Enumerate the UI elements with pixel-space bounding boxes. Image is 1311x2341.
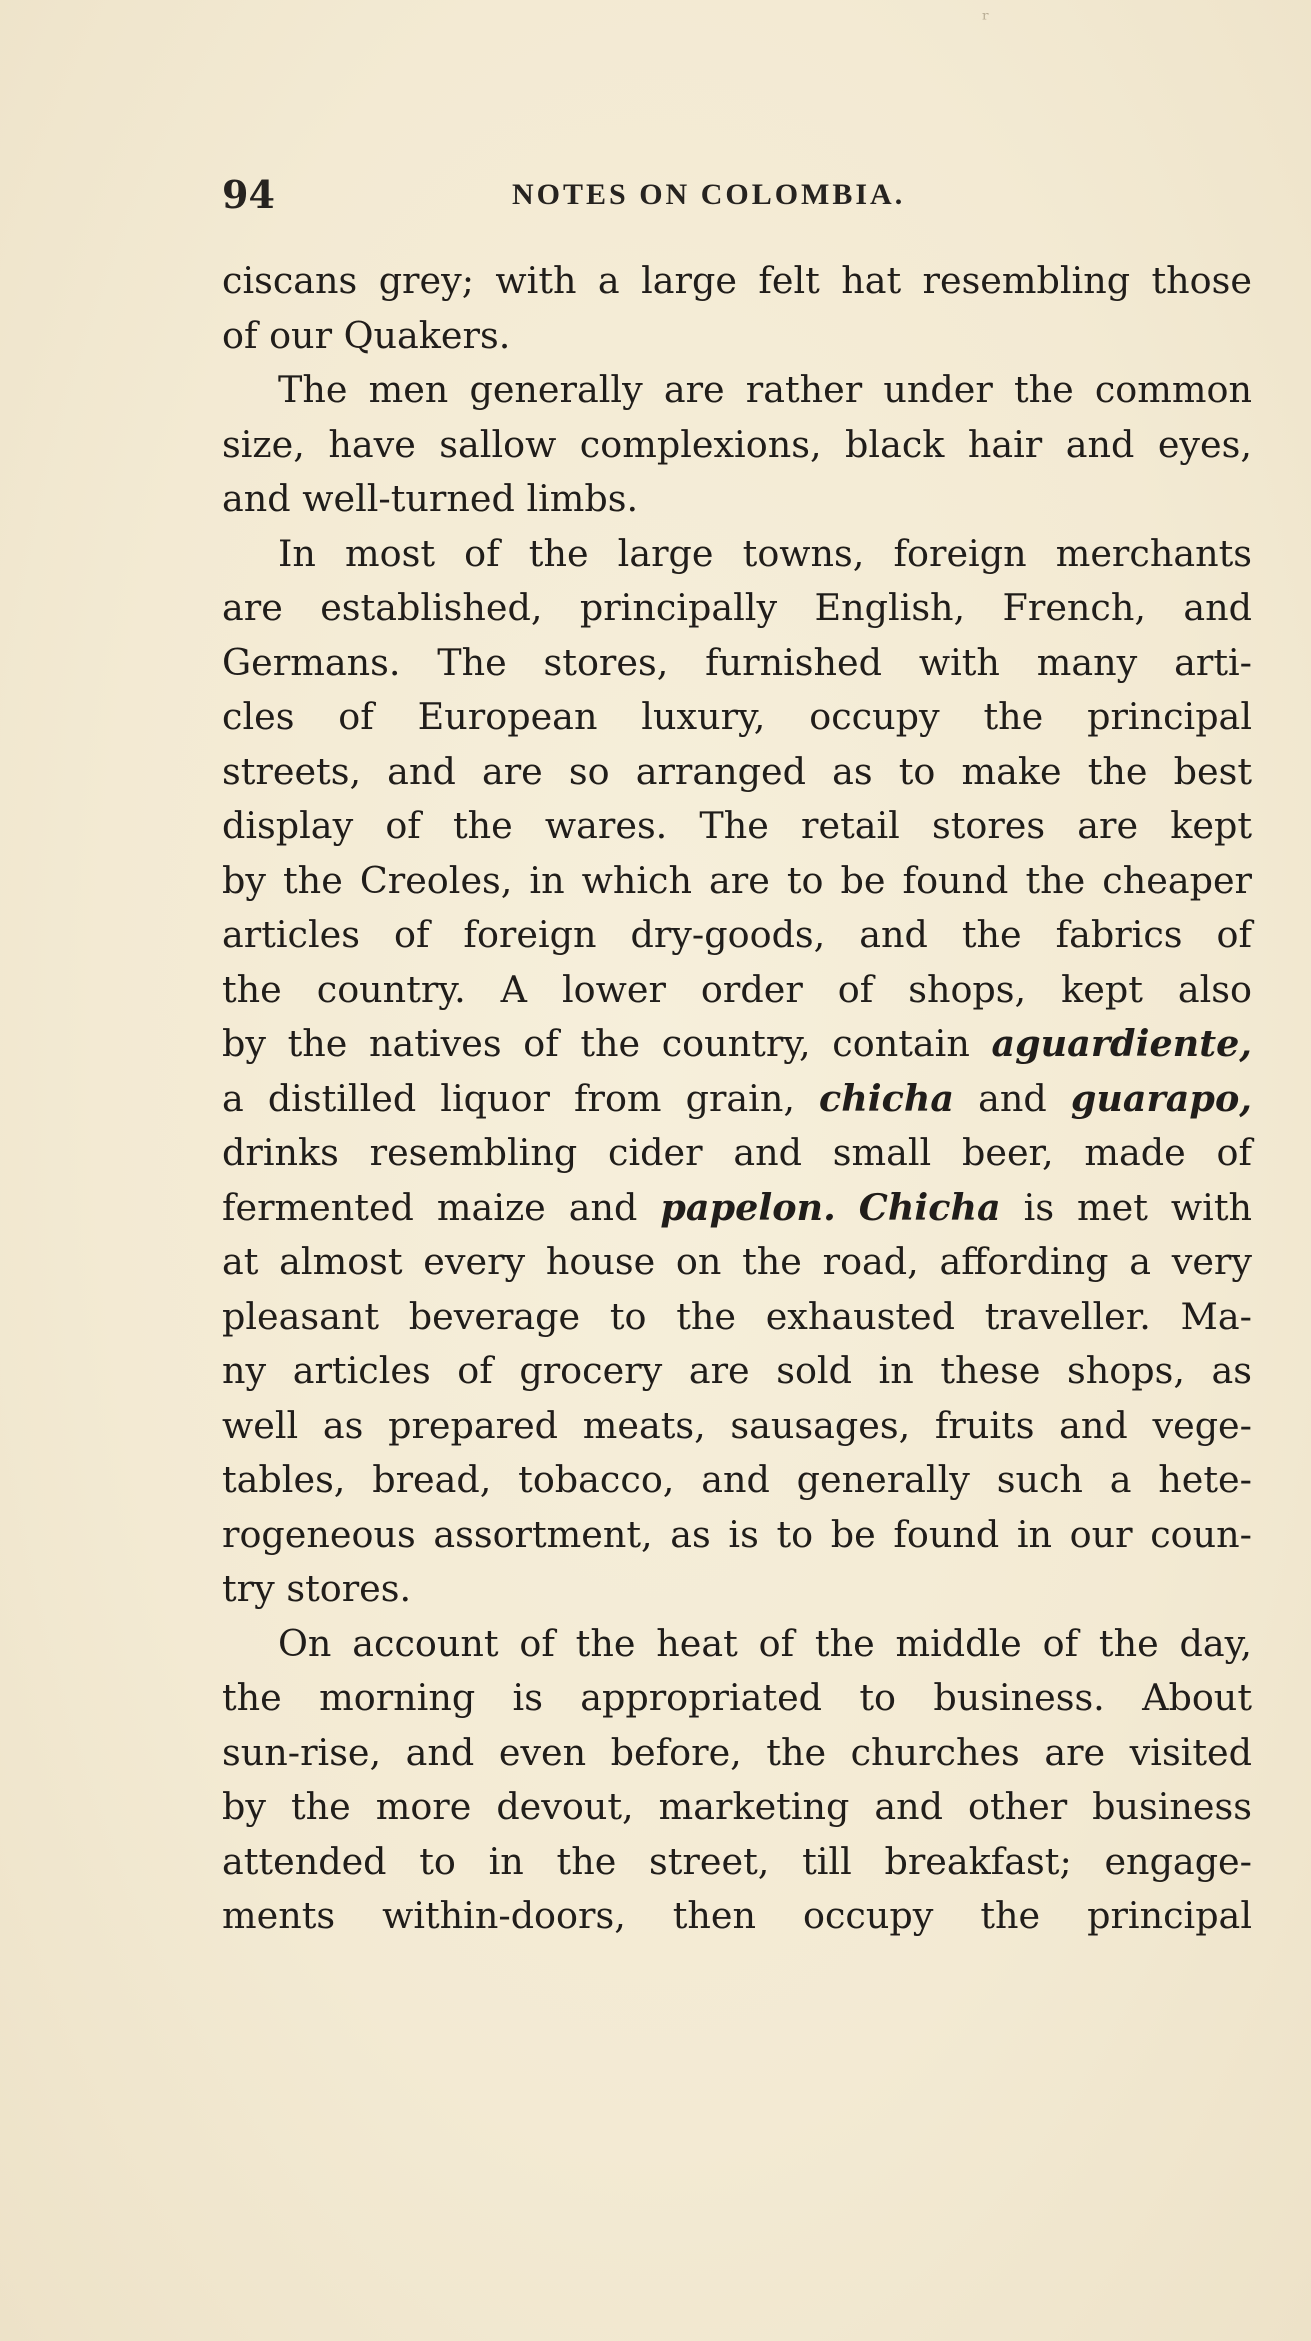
text-line: and well-turned limbs.: [222, 477, 639, 520]
text-line: of our Quakers.: [222, 313, 511, 357]
text-line: sun-rise, and even before, the churches are visited: [222, 1730, 1252, 1774]
text-line: [222, 1017, 1252, 1072]
page-header: [222, 172, 1252, 220]
text-line: articles of foreign dry-goods, and the fabrics of: [222, 913, 1252, 956]
text-line: The men generally are rather under the common: [278, 368, 1252, 411]
text-run: a distilled liquor from grain,: [222, 1076, 820, 1120]
text-line: the country. A lower order of shops, kept also: [222, 967, 1252, 1011]
text-line: are established, principally English, French, and: [222, 586, 1252, 629]
text-line: try stores.: [222, 1567, 412, 1610]
text-line: On account of the heat of the middle of the day,: [278, 1621, 1252, 1665]
italic-term-chicha: chicha: [819, 1076, 955, 1120]
text-line: by the Creoles, in which are to be found the cheaper: [222, 858, 1252, 902]
text-line: tables, bread, tobacco, and generally such a hete-: [222, 1458, 1252, 1501]
italic-term-aguardiente: aguardiente,: [991, 1022, 1252, 1065]
text-run: fermented maize and: [222, 1185, 661, 1229]
text-line: attended to in the street, till breakfast; engage-: [222, 1839, 1252, 1883]
page-number: 94: [222, 172, 275, 217]
text-line: at almost every house on the road, affording a very: [222, 1240, 1252, 1283]
paper-speck: ʳ: [982, 8, 990, 33]
text-line: Germans. The stores, furnished with many arti-: [222, 640, 1252, 684]
text-line: [222, 1181, 1252, 1236]
text-line: rogeneous assortment, as is to be found in our coun-: [222, 1512, 1252, 1556]
text-line: size, have sallow complexions, black hair and eyes,: [222, 422, 1252, 466]
text-line: ciscans grey; with a large felt hat resembling those: [222, 259, 1252, 302]
text-line: well as prepared meats, sausages, fruits and vege-: [222, 1403, 1252, 1447]
running-head: NOTES ON COLOMBIA.: [512, 178, 906, 211]
body-text: [222, 254, 1252, 1944]
text-run: [836, 1186, 859, 1229]
text-line: cles of European luxury, occupy the principal: [222, 695, 1252, 738]
text-line: pleasant beverage to the exhausted traveller. Ma-: [222, 1294, 1252, 1338]
text-line: ny articles of grocery are sold in these shops, as: [222, 1349, 1252, 1392]
text-line: display of the wares. The retail stores are kept: [222, 804, 1252, 847]
text-line: [222, 1072, 1252, 1127]
text-line: ments within-doors, then occupy the principal: [222, 1894, 1252, 1937]
text-line: the morning is appropriated to business. About: [222, 1676, 1252, 1719]
italic-term-guarapo: guarapo,: [1070, 1076, 1252, 1120]
italic-term-papelon: papelon.: [660, 1185, 836, 1229]
italic-term-chicha: Chicha: [858, 1185, 1001, 1229]
text-run: and: [954, 1076, 1071, 1120]
text-line: drinks resembling cider and small beer, made of: [222, 1131, 1252, 1174]
text-run: by the natives of the country, contain: [222, 1022, 992, 1065]
text-line: streets, and are so arranged as to make the best: [222, 749, 1252, 793]
text-line: In most of the large towns, foreign merchants: [278, 531, 1252, 575]
text-run: is met with: [1000, 1185, 1253, 1229]
text-line: by the more devout, marketing and other business: [222, 1785, 1252, 1828]
